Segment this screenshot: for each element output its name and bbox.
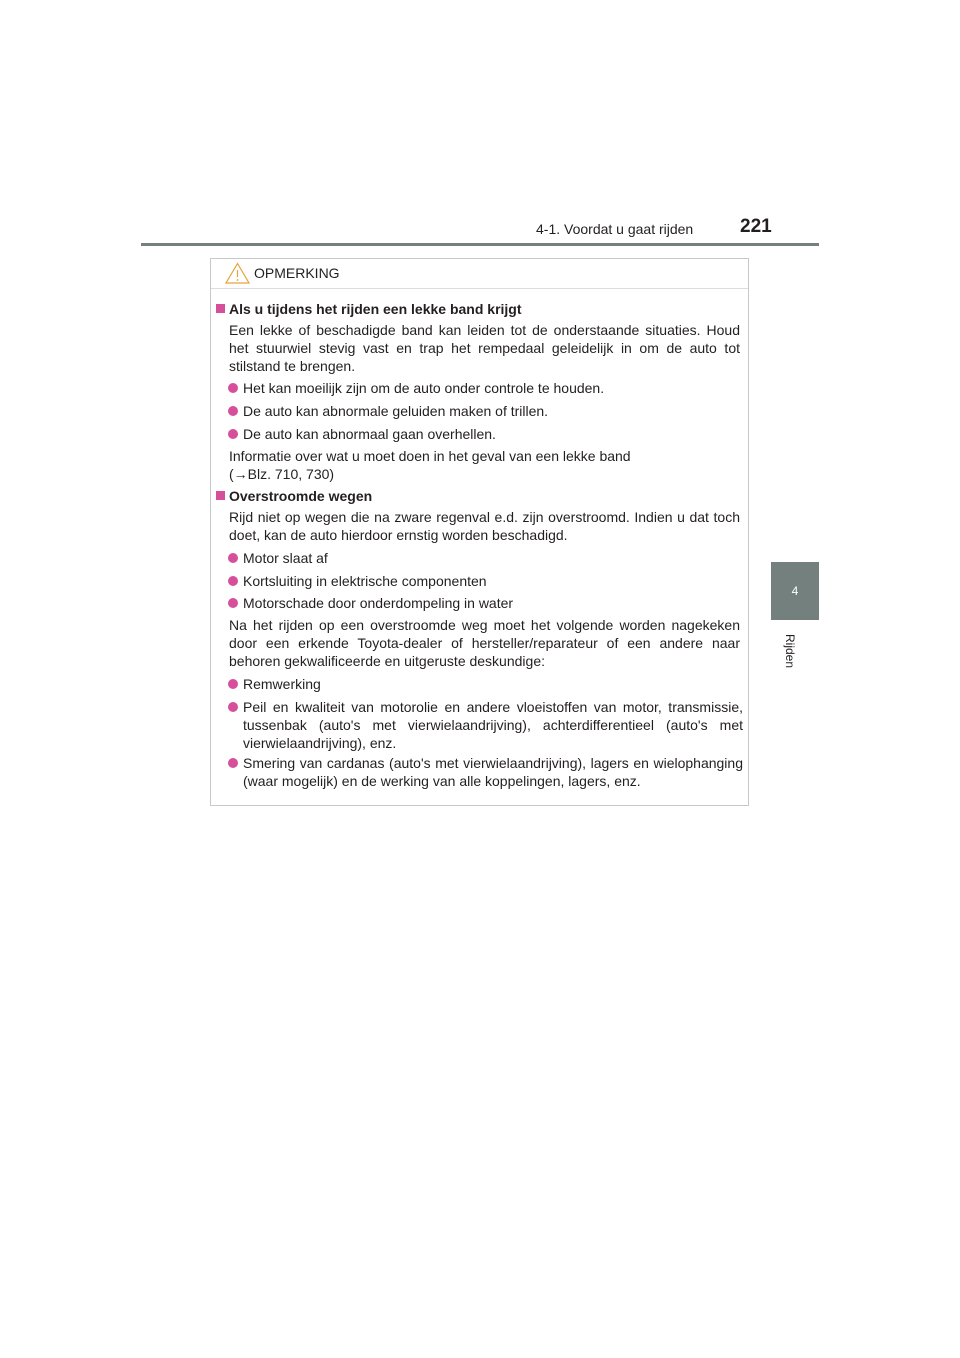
section-intro: Een lekke of beschadigde band kan leiden tot de onderstaande situaties. Houd het stuurwiel stevig vast en trap het rempedaal geleidelijk in om de auto tot stilstand te brengen. [229,322,740,374]
section-intro: Rijd niet op wegen die na zware regenval e.d. zijn overstroomd. Indien u dat toch doet, kan de auto hierdoor ernstig worden beschadigd. [229,509,740,543]
bullet-item: Het kan moeilijk zijn om de auto onder controle te houden. [243,380,605,396]
chapter-label: Rijden [783,634,797,669]
bullet-item: Smering van cardanas (auto's met vierwielaandrijving), lagers en wielophanging (waar mogelijk) en de werking van alle koppelingen, lagers, enz. [243,755,743,789]
bullet-dot [228,702,238,712]
bullet-item: Peil en kwaliteit van motorolie en andere vloeistoffen van motor, transmissie, tussenbak (auto's met vierwielaandrijving), achterdifferentieel (auto's met vierwielaandrijving), enz. [243,699,743,751]
bullet-dot [228,576,238,586]
bullet-dot [228,553,238,563]
bullet-item: De auto kan abnormaal gaan overhellen. [243,426,496,442]
bullet-item: Remwerking [243,676,321,692]
section-marker [216,304,225,313]
bullet-item: Motor slaat af [243,550,328,566]
page-reference-link[interactable]: (→Blz. 710, 730) [229,466,335,482]
bullet-item: Motorschade door onderdompeling in water [243,595,514,611]
section-heading: Als u tijdens het rijden een lekke band krijgt [229,301,522,317]
bullet-dot [228,429,238,439]
bullet-dot [228,679,238,689]
section-note: Informatie over wat u moet doen in het geval van een lekke band [229,448,631,464]
bullet-dot [228,406,238,416]
bullet-dot [228,598,238,608]
section-note: Na het rijden op een overstroomde weg moet het volgende worden nagekeken door een erkende Toyota-dealer of hersteller/reparateur of een andere naar behoren gekwalificeerde en uitgeruste deskundige: [229,617,740,669]
chapter-number: 4 [791,584,799,598]
header-rule [141,243,819,246]
bullet-item: Kortsluiting in elektrische componenten [243,573,487,589]
notice-title: OPMERKING [254,265,340,281]
section-heading: Overstroomde wegen [229,488,373,504]
bullet-item: De auto kan abnormale geluiden maken of trillen. [243,403,549,419]
section-title: 4-1. Voordat u gaat rijden [536,221,694,237]
chapter-tab[interactable] [771,562,819,620]
warning-triangle-icon [225,262,250,284]
notice-header [211,259,748,289]
bullet-dot [228,758,238,768]
section-marker [216,491,225,500]
bullet-dot [228,383,238,393]
page-number: 221 [740,216,772,237]
